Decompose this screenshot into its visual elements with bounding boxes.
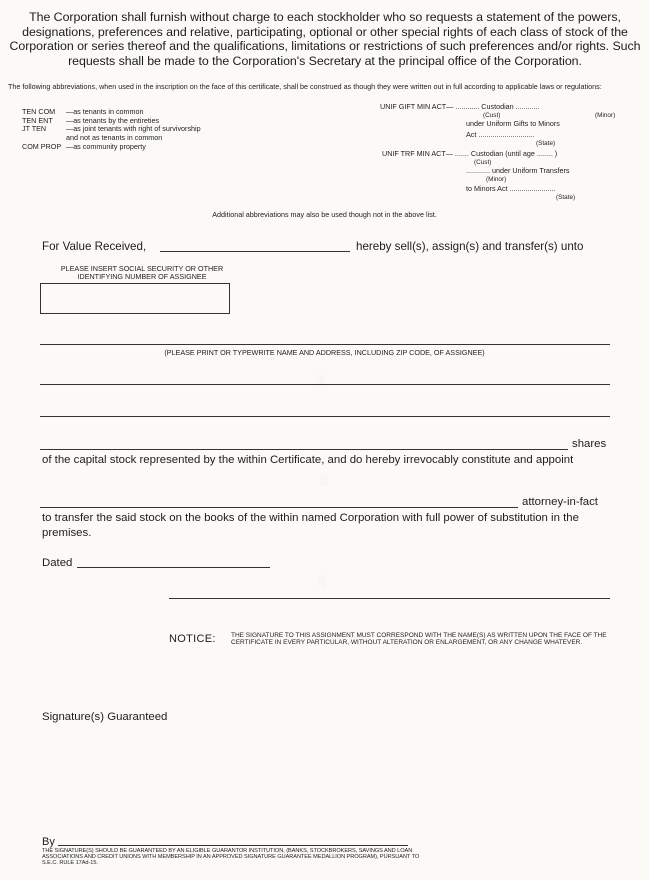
unif-gift-state-label: (State)	[536, 140, 556, 147]
ssn-input-box[interactable]	[40, 283, 230, 314]
ssn-label: PLEASE INSERT SOCIAL SECURITY OR OTHER IDENTIFYING NUMBER OF ASSIGNEE	[60, 264, 224, 282]
unif-gift-line: UNIF GIFT MIN ACT— ............ Custodian ............	[380, 102, 540, 111]
date-line[interactable]	[77, 567, 270, 568]
abbreviations-list	[22, 108, 222, 152]
unif-trf-act-line: to Minors Act .......................	[466, 184, 556, 193]
print-name-address-label: (PLEASE PRINT OR TYPEWRITE NAME AND ADDRESS, INCLUDING ZIP CODE, OF ASSIGNEE)	[164, 348, 485, 357]
by-label: By	[42, 836, 55, 848]
dated-label: Dated	[42, 557, 73, 569]
hereby-sell-text: hereby sell(s), assign(s) and transfer(s) unto	[356, 240, 584, 253]
abbreviation-desc: —as joint tenants with right of survivorship and not as tenants in common	[66, 124, 201, 142]
attorney-in-fact-label: attorney-in-fact	[522, 496, 598, 508]
abbreviation-item	[22, 125, 202, 142]
faint-stamp-mark: ░	[316, 375, 324, 387]
faint-stamp-mark: ░	[318, 575, 326, 587]
guarantor-signature-line[interactable]	[58, 845, 408, 846]
signature-line[interactable]	[169, 598, 610, 599]
assignee-address-line-1[interactable]	[40, 384, 610, 385]
abbreviation-code: JT TEN	[22, 124, 47, 134]
capital-stock-text: of the capital stock represented by the within Certificate, and do hereby irrevocably constitute and appoint	[42, 454, 574, 466]
assignor-blank-line[interactable]	[160, 251, 350, 252]
shares-count-line[interactable]	[40, 449, 568, 450]
abbreviation-code: TEN COM	[22, 107, 56, 116]
unif-trf-state-label: (State)	[556, 194, 576, 201]
signature-guaranteed-label: Signature(s) Guaranteed	[42, 711, 168, 723]
abbreviation-desc: —as community property	[66, 142, 146, 152]
abbreviation-code: TEN ENT	[22, 115, 53, 125]
unif-gift-minor-label: (Minor)	[595, 112, 616, 119]
notice-label: NOTICE:	[169, 633, 216, 645]
attorney-name-line[interactable]	[40, 507, 518, 508]
notice-text: THE SIGNATURE TO THIS ASSIGNMENT MUST CORRESPOND WITH THE NAME(S) AS WRITTEN UPON THE FACE OF THE CERTIFICATE IN EVERY PARTICULAR, WITHOUT ALTERATION OR ENLARGEMENT, OR ANY CHANGE WHATEVER.	[231, 632, 607, 647]
assignee-name-line[interactable]	[40, 344, 610, 345]
uniform-acts-abbreviations	[370, 103, 645, 203]
guarantee-footnote: THE SIGNATURE(S) SHOULD BE GUARANTEED BY AN ELIGIBLE GUARANTOR INSTITUTION, (BANKS, STOCKBROKERS, SAVINGS AND LOAN ASSOCIATIONS AND CREDIT UNIONS WITH MEMBERSHIP IN AN APPROVED SIGNATURE GUARANTEE MEDALLION PROGRAM), PURSUANT TO S.E.C. RULE 17Ad-15.	[42, 848, 420, 867]
abbreviation-item	[22, 143, 222, 152]
assignee-address-line-2[interactable]	[40, 416, 610, 417]
unif-trf-under-line: ............ under Uniform Transfers	[466, 166, 570, 175]
for-value-received-label: For Value Received,	[42, 240, 147, 253]
corporation-statement: The Corporation shall furnish without charge to each stockholder who so requests a statement of the powers, designations, preferences and relative, participating, optional or other special rights of each class of stock of the Corporation or series thereof and the qualifications, limitations or restrictions of such preferences and/or rights. Such requests shall be made to the Corporation's Secretary at the principal office of the Corporation.	[9, 10, 641, 68]
unif-trf-cust-label: (Cust)	[474, 159, 492, 166]
abbreviation-desc: —as tenants by the entireties	[66, 115, 160, 125]
abbreviations-note: The following abbreviations, when used in the inscription on the face of this certificate, shall be construed as though they were written out in full according to applicable laws or regulations:	[8, 82, 602, 91]
unif-gift-under-line: under Uniform Gifts to Minors	[466, 119, 560, 128]
abbreviation-desc: —as tenants in common	[66, 107, 144, 116]
faint-stamp-mark: ░	[320, 475, 328, 487]
unif-trf-minor-label: (Minor)	[486, 176, 507, 183]
shares-label: shares	[572, 438, 607, 450]
unif-trf-line: UNIF TRF MIN ACT— ....... Custodian (until age ........ )	[382, 149, 558, 158]
additional-abbreviations-note: Additional abbreviations may also be used though not in the above list.	[212, 210, 437, 219]
unif-gift-act-line: Act ............................	[466, 130, 535, 139]
abbreviation-code: COM PROP	[22, 142, 62, 152]
unif-gift-cust-label: (Cust)	[483, 112, 501, 119]
transfer-text: to transfer the said stock on the books of the within named Corporation with full power of substitution in the premises.	[42, 512, 579, 539]
